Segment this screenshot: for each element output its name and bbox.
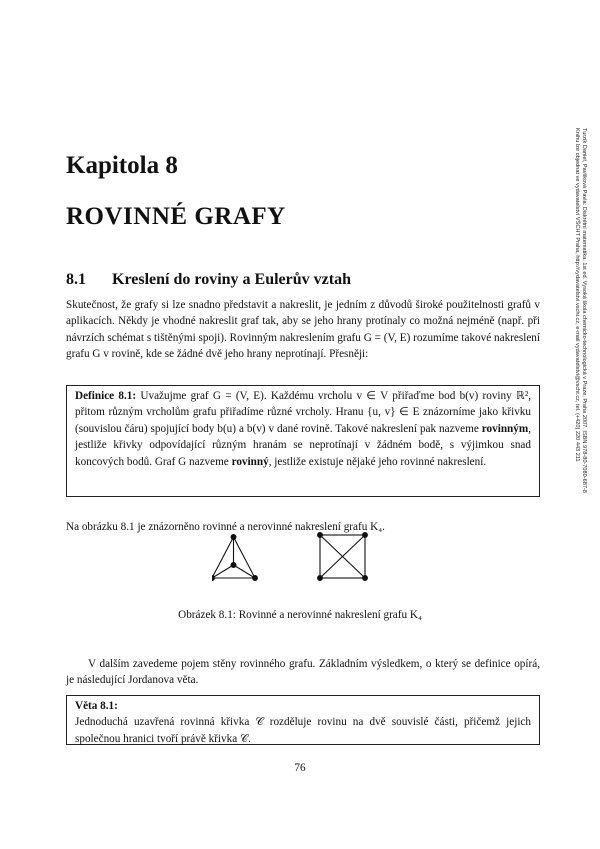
definition-label: Definice 8.1: — [75, 390, 137, 402]
section-title: Kreslení do roviny a Eulerův vztah — [112, 271, 351, 288]
figure-caption: Obrázek 8.1: Rovinné a nerovinné nakreslení grafu K₄ — [178, 609, 422, 621]
section-heading — [66, 271, 351, 289]
vertex — [363, 576, 368, 581]
planar-k4-drawing — [212, 535, 257, 581]
copyright-sidebar — [575, 128, 587, 598]
theorem-text: Jednoduchá uzavřená rovinná křivka 𝒞 rozděluje rovinu na dvě souvislé části, přičemž jejich společnou hranici tvoří právě křivka 𝒞. — [75, 716, 531, 745]
sidebar-line-1: Turzík Daniel, Pavlíková Pavla: Diskrétní matematika. 1st ed. Vysoká škola chemicko-technologická v Praze, Praha 2007. ISBN 978-80-7080-687-8 — [581, 128, 587, 493]
vertex — [318, 576, 323, 581]
definition-text-a: Uvažujme graf G = (V, E). Každému vrcholu v ∈ V přiřaďme bod b(v) roviny ℝ², přitom různým vrcholům grafu přiřadíme různé vrcholy. Hranu {u, v} ∈ E znázorníme jako křivku (souvislou čáru) spojující body b(u) a b(v) v dané rovině. Takové nakreslení pak nazveme — [75, 390, 531, 435]
vertex — [253, 576, 258, 581]
chapter-title: ROVINNÉ GRAFY — [66, 203, 286, 230]
section-number: 8.1 — [66, 271, 86, 288]
definition-text-c: , jestliže existuje nějaké jeho rovinné nakreslení. — [268, 455, 487, 468]
definition-term-2: rovinný — [231, 455, 269, 468]
figure-k4-drawings — [212, 525, 392, 585]
theorem-box — [66, 695, 540, 745]
definition-box — [66, 385, 540, 497]
faces-paragraph: V dalším zavedeme pojem stěny rovinného grafu. Základním výsledkem, o který se definice opírá, je následující Jordanova věta. — [66, 658, 540, 687]
definition-term-1: rovinným — [481, 422, 529, 435]
definition-text-b: , jestliže křivky odpovídající různým hranám se neprotínají v žádném bodě, s výjimkou snad koncových bodů. Graf G nazveme — [75, 422, 531, 468]
nonplanar-k4-drawing — [318, 533, 368, 581]
vertex — [318, 533, 323, 538]
theorem-label: Věta 8.1: — [75, 700, 118, 712]
sidebar-line-2: Knihu lze objednat ve vydavatelství VŠCHT Praha, http://vydavatelstvi.vscht.cz, e-mail vydavatelstvi@vscht.cz, tel. (+420) 220 443 211 — [574, 128, 580, 462]
page-number: 76 — [294, 762, 306, 774]
vertex — [363, 533, 368, 538]
chapter-label: Kapitola 8 — [66, 152, 178, 179]
vertex — [212, 576, 214, 581]
vertex — [231, 563, 236, 568]
intro-paragraph: Skutečnost, že grafy si lze snadno představit a nakreslit, je jedním z důvodů široké použitelnosti grafů v aplikacích. Někdy je vhodné nakreslit graf tak, aby se jeho hrany protínaly co možná nejméně (např. při návrzích schémat s tištěnými spoji). Rovinným nakreslením grafu G = (V, E) rozumíme takové nakreslení grafu G v rovině, kde se žádné dvě jeho hrany neprotínají. Přesněji: — [66, 299, 540, 361]
figure-reference-paragraph: Na obrázku 8.1 je znázorněno rovinné a nerovinné nakreslení grafu K₄. — [66, 521, 385, 533]
vertex — [231, 535, 236, 540]
